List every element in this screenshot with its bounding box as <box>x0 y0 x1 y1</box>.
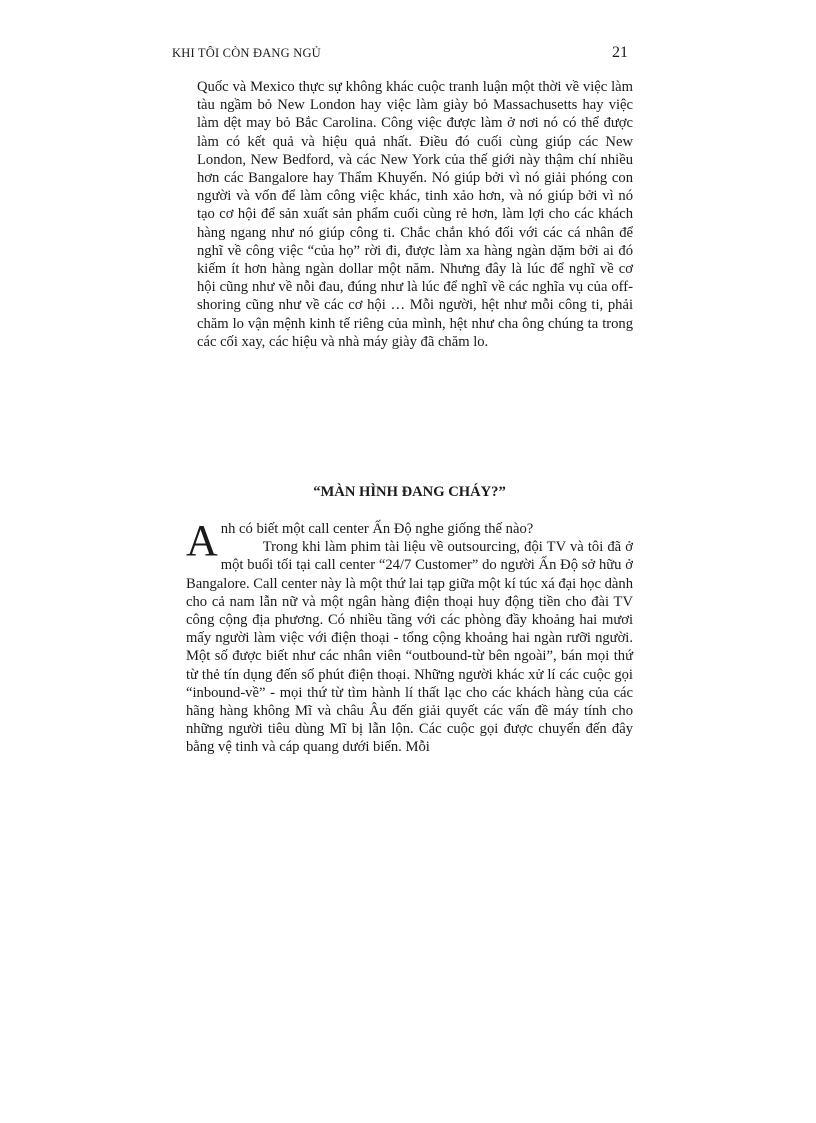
section-title: “MÀN HÌNH ĐANG CHÁY?” <box>313 484 506 500</box>
continued-paragraph: Quốc và Mexico thực sự không khác cuộc tranh luận một thời về việc làm tàu ngầm bỏ New London hay việc làm giày bỏ Massachusetts hay việc làm dệt may bỏ Bắc Carolina. Công việc được làm ở nơi nó có thể được làm có kết quả và hiệu quả nhất. Điều đó cuối cùng giúp các New London, New Bedford, và các New York của thế giới này thậm chí nhiều hơn các Bangalore hay Thẩm Khuyến. Nó giúp bởi vì nó giải phóng con người và vốn để làm công việc khác, tinh xảo hơn, và nó giúp bởi vì nó tạo cơ hội để sản xuất sản phẩm cuối cùng rẻ hơn, làm lợi cho các khách hàng ngang như nó giúp công ti. Chắc chắn khó đối với các cá nhân để nghĩ về công việc “của họ” rời đi, được làm xa hàng ngàn dặm bởi ai đó kiếm ít hơn hàng ngàn dollar một năm. Nhưng đây là lúc để nghĩ về cơ hội cũng như về nỗi đau, đúng như là lúc để nghĩ về các nghĩa vụ của off-shoring cũng như về các cơ hội … Mỗi người, hệt như mỗi công ti, phải chăm lo vận mệnh kinh tế riêng của mình, hệt như cha ông chúng ta trong các cối xay, các hiệu và nhà máy giày đã chăm lo. <box>197 79 633 350</box>
section-body-text: Trong khi làm phim tài liệu về outsourcing, đội TV và tôi đã ở một buổi tối tại call center “24/7 Customer” do người Ấn Độ sở hữu ở Bangalore. Call center này là một thứ lai tạp giữa một kí túc xá đại học dành cho cả nam lẫn nữ và một ngân hàng điện thoại huy động tiền cho đài TV công cộng địa phương. Có nhiều tầng với các phòng đầy khoảng hai mươi mấy người làm việc với điện thoại - tổng cộng khoảng hai ngàn rưỡi người. Một số được biết như các nhân viên “outbound-từ bên ngoài”, bán mọi thứ từ thẻ tín dụng đến số phút điện thoại. Những người khác xử lí các cuộc gọi “inbound-về” - mọi thứ từ tìm hành lí thất lạc cho các khách hàng của các hãng hàng không Mĩ và châu Âu đến giải quyết các vấn đề máy tính cho những người tiêu dùng Mĩ bị lẫn lộn. Các cuộc gọi được chuyển đến đây bằng vệ tinh và cáp quang dưới biển. Mỗi <box>186 539 633 756</box>
section-body <box>186 516 633 757</box>
page-number: 21 <box>612 44 628 61</box>
running-head: KHI TÔI CÒN ĐANG NGỦ <box>172 46 321 60</box>
section-first-line: nh có biết một call center Ấn Độ nghe giống thế nào? <box>220 521 534 537</box>
drop-cap: A <box>186 516 218 565</box>
